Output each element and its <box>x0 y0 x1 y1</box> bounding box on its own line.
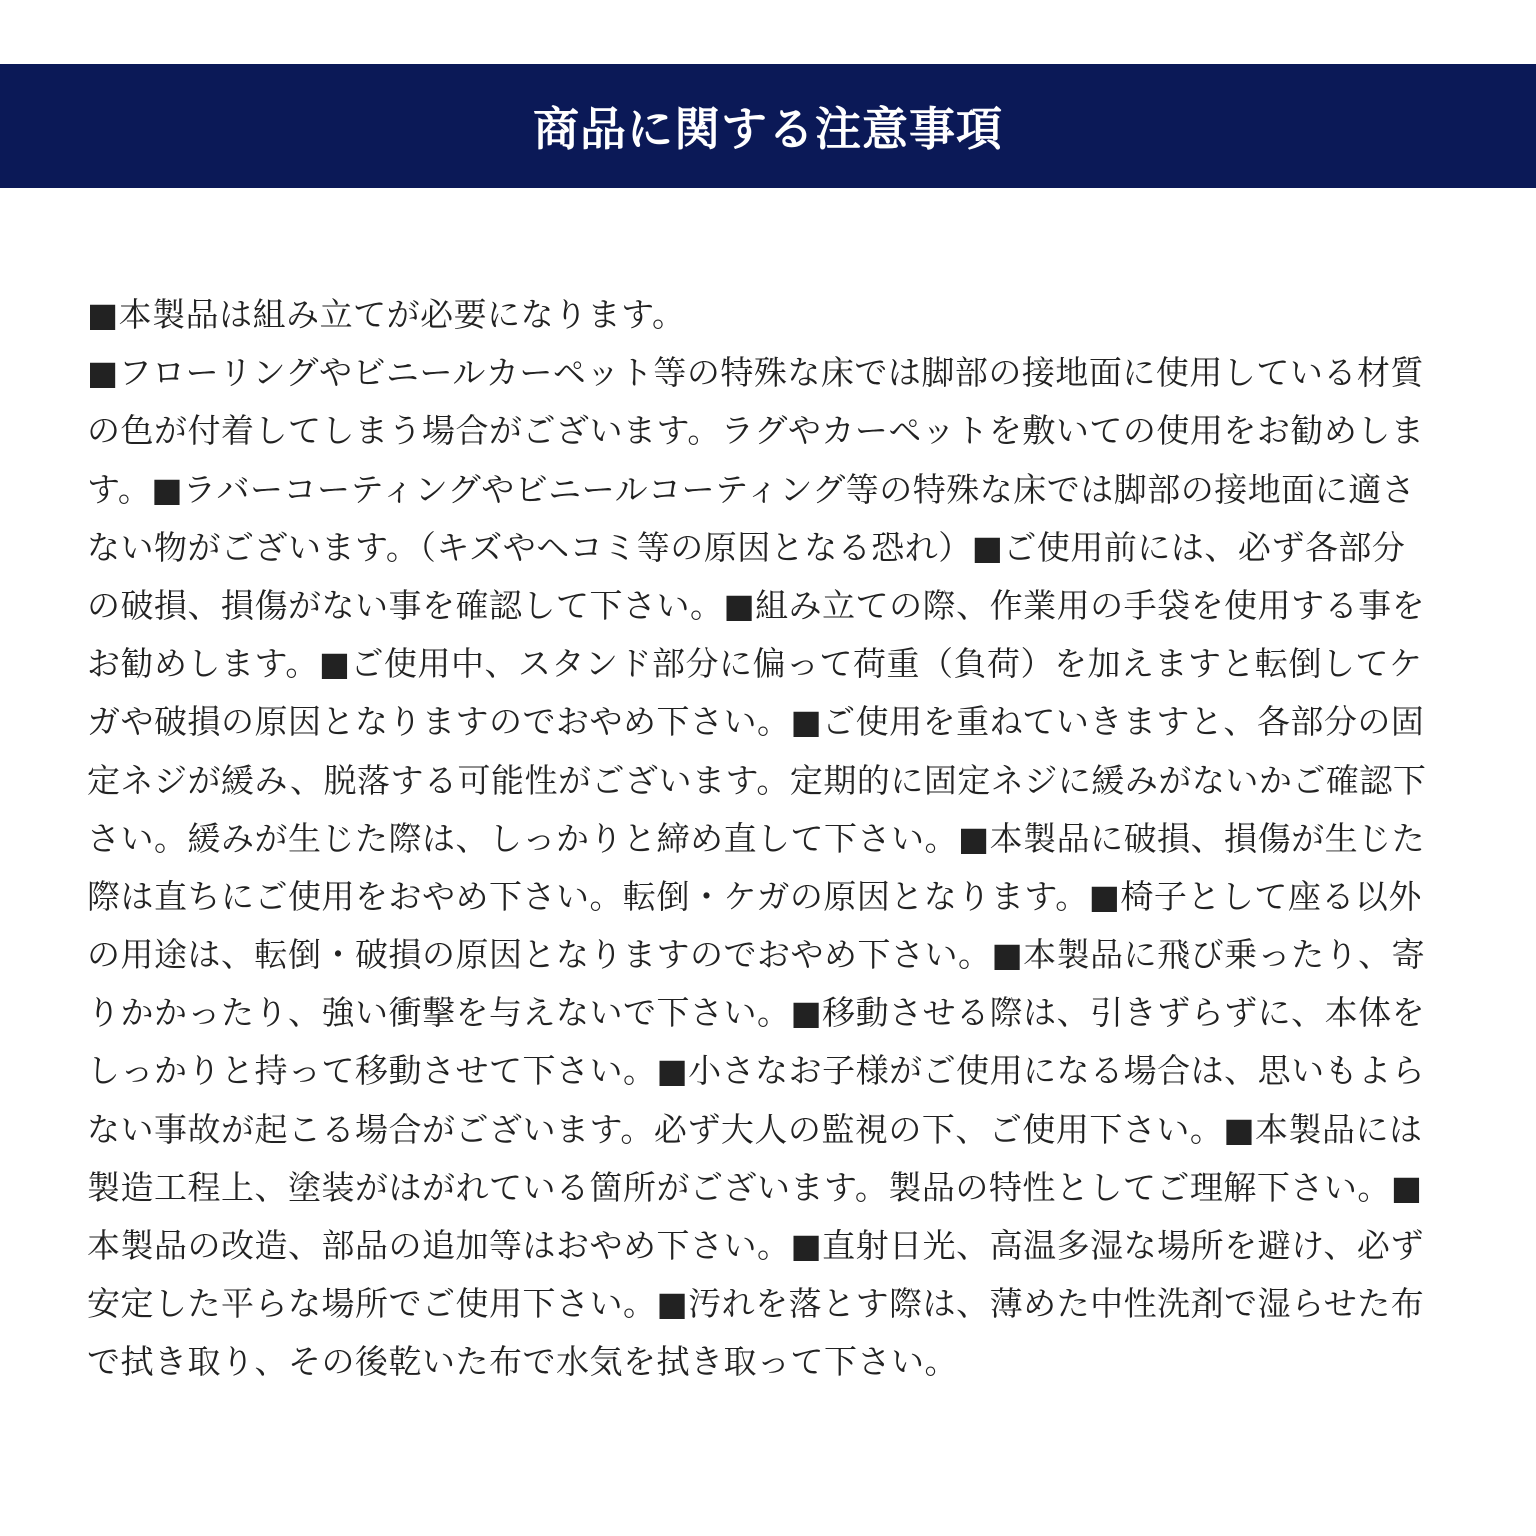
notes-text-block <box>87 286 1451 1392</box>
note-line: ■フローリングやビニールカーペット等の特殊な床では脚部の接地面に使用している材質 <box>87 353 1424 393</box>
note-line: の破損、損傷がない事を確認して下さい。■組み立ての際、作業用の手袋を使用する事を <box>87 585 1426 625</box>
note-line: ない事故が起こる場合がございます。必ず大人の監視の下、ご使用下さい。■本製品には <box>87 1109 1423 1149</box>
note-line: ■本製品は組み立てが必要になります。 <box>87 295 686 334</box>
note-line: さい。緩みが生じた際は、しっかりと締め直して下さい。■本製品に破損、損傷が生じた <box>87 818 1426 858</box>
note-line: す。■ラバーコーティングやビニールコーティング等の特殊な床では脚部の接地面に適さ <box>87 469 1416 509</box>
note-line: しっかりと持って移動させて下さい。■小さなお子様がご使用になる場合は、思いもよら <box>87 1051 1426 1091</box>
note-line: ガや破損の原因となりますのでおやめ下さい。■ご使用を重ねていきますと、各部分の固 <box>87 702 1425 742</box>
note-line: の用途は、転倒・破損の原因となりますのでおやめ下さい。■本製品に飛び乗ったり、寄 <box>87 935 1426 975</box>
note-line: の色が付着してしまう場合がございます。ラグやカーペットを敷いての使用をお勧めしま <box>87 411 1425 451</box>
note-line: 安定した平らな場所でご使用下さい。■汚れを落とす際は、薄めた中性洗剤で湿らせた布 <box>87 1284 1425 1324</box>
note-line: で拭き取り、その後乾いた布で水気を拭き取って下さい。 <box>87 1342 958 1382</box>
note-line: お勧めします。■ご使用中、スタンド部分に偏って荷重（負荷）を加えますと転倒してケ <box>87 644 1423 684</box>
page-title: 商品に関する注意事項 <box>533 102 1003 156</box>
note-line: 際は直ちにご使用をおやめ下さい。転倒・ケガの原因となります。■椅子として座る以外 <box>87 876 1422 916</box>
note-line: ない物がございます。（キズやヘコミ等の原因となる恐れ）■ご使用前には、必ず各部分 <box>87 527 1406 567</box>
note-line: 本製品の改造、部品の追加等はおやめ下さい。■直射日光、高温多湿な場所を避け、必ず <box>87 1226 1424 1265</box>
note-line: 製造工程上、塗装がはがれている箇所がございます。製品の特性としてご理解下さい。■ <box>87 1167 1423 1207</box>
note-line: 定ネジが緩み、脱落する可能性がございます。定期的に固定ネジに緩みがないかご確認下 <box>87 760 1427 800</box>
note-line: りかかったり、強い衝撃を与えないで下さい。■移動させる際は、引きずらずに、本体を <box>87 993 1426 1033</box>
header-banner <box>0 64 1536 188</box>
